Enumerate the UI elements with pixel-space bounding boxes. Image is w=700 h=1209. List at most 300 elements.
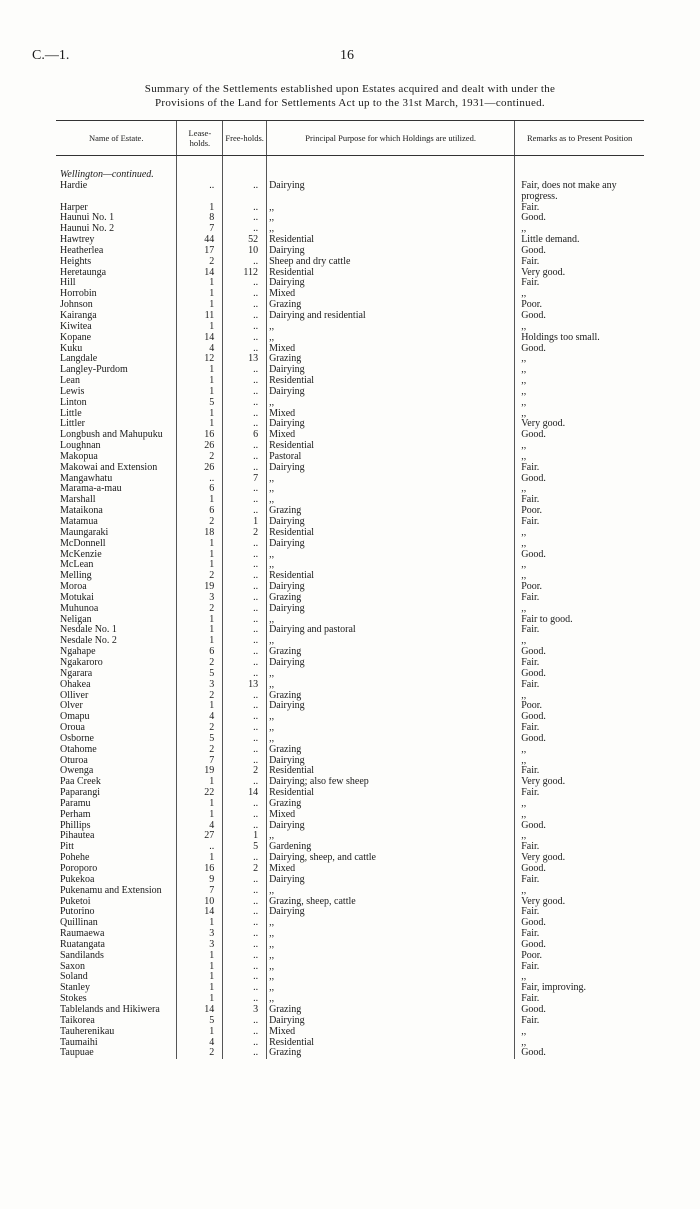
leaseholds-cell: 44 bbox=[177, 235, 223, 246]
table-row bbox=[56, 994, 644, 1005]
purpose-cell: Dairying bbox=[267, 1016, 515, 1027]
purpose-cell: Residential bbox=[267, 788, 515, 799]
table-row bbox=[56, 821, 644, 832]
purpose-cell: Dairying; also few sheep bbox=[267, 777, 515, 788]
remarks-cell: Good. bbox=[515, 1005, 644, 1016]
leaseholds-cell: 16 bbox=[177, 864, 223, 875]
purpose-cell: Residential bbox=[267, 235, 515, 246]
table-row bbox=[56, 831, 644, 842]
estate-name-cell: Taumaihi bbox=[60, 1037, 98, 1048]
table-row bbox=[56, 268, 644, 279]
remarks-cell: Poor. bbox=[515, 506, 644, 517]
table-row bbox=[56, 224, 644, 235]
purpose-cell: Dairying bbox=[267, 181, 515, 192]
remarks-cell: Fair. bbox=[515, 788, 644, 799]
remarks-cell: ,, bbox=[515, 322, 644, 333]
remarks-cell: Fair. bbox=[515, 463, 644, 474]
estate-name-cell: Littler bbox=[60, 419, 85, 430]
table-row bbox=[56, 636, 644, 647]
freeholds-cell: .. bbox=[223, 441, 267, 452]
remarks-cell: Good. bbox=[515, 918, 644, 929]
purpose-cell: ,, bbox=[267, 398, 515, 409]
remarks-cell: Fair. bbox=[515, 517, 644, 528]
remarks-cell: ,, bbox=[515, 745, 644, 756]
leaseholds-cell: 1 bbox=[177, 278, 223, 289]
estate-name-cell: Sandilands bbox=[60, 950, 104, 961]
remarks-cell: Fair, does not make any bbox=[515, 181, 644, 192]
remarks-cell: Poor. bbox=[515, 951, 644, 962]
freeholds-cell: .. bbox=[223, 452, 267, 463]
remarks-cell: ,, bbox=[515, 972, 644, 983]
table-row bbox=[56, 615, 644, 626]
table-row bbox=[56, 940, 644, 951]
table-row bbox=[56, 311, 644, 322]
remarks-cell: ,, bbox=[515, 560, 644, 571]
remarks-cell: ,, bbox=[515, 398, 644, 409]
freeholds-cell: .. bbox=[223, 365, 267, 376]
purpose-cell: ,, bbox=[267, 213, 515, 224]
purpose-cell: Dairying bbox=[267, 821, 515, 832]
header-purpose: Principal Purpose for which Holdings are utilized. bbox=[267, 121, 515, 156]
estate-name-cell: Oroua bbox=[60, 723, 85, 734]
estate-name-cell: Omapu bbox=[60, 712, 90, 723]
freeholds-cell: 14 bbox=[223, 788, 267, 799]
leaseholds-cell: .. bbox=[177, 181, 223, 192]
table-row bbox=[56, 463, 644, 474]
leaseholds-cell: 18 bbox=[177, 528, 223, 539]
table-row bbox=[56, 376, 644, 387]
table-row bbox=[56, 951, 644, 962]
remarks-cell: Good. bbox=[515, 430, 644, 441]
remarks-cell: Good. bbox=[515, 1048, 644, 1059]
estate-name-cell: Marshall bbox=[60, 495, 96, 506]
leaseholds-cell: 14 bbox=[177, 907, 223, 918]
purpose-cell: Dairying bbox=[267, 604, 515, 615]
purpose-cell: Dairying bbox=[267, 907, 515, 918]
leaseholds-cell: 1 bbox=[177, 322, 223, 333]
leaseholds-cell: 2 bbox=[177, 452, 223, 463]
estate-name-cell: Paparangi bbox=[60, 788, 100, 799]
remarks-cell: Good. bbox=[515, 474, 644, 485]
table-row bbox=[56, 409, 644, 420]
purpose-cell: ,, bbox=[267, 831, 515, 842]
purpose-cell: Grazing bbox=[267, 300, 515, 311]
freeholds-cell: .. bbox=[223, 213, 267, 224]
estate-name-cell: Makowai and Extension bbox=[60, 462, 158, 473]
leaseholds-cell: 5 bbox=[177, 669, 223, 680]
table-row bbox=[56, 658, 644, 669]
freeholds-cell: 5 bbox=[223, 842, 267, 853]
estate-name-cell: Taupuae bbox=[60, 1048, 94, 1059]
table-row bbox=[56, 691, 644, 702]
freeholds-cell: .. bbox=[223, 1027, 267, 1038]
table-row bbox=[56, 560, 644, 571]
remarks-cell: Fair. bbox=[515, 658, 644, 669]
remarks-cell: progress. bbox=[515, 192, 644, 203]
leaseholds-cell: 3 bbox=[177, 593, 223, 604]
freeholds-cell: .. bbox=[223, 484, 267, 495]
freeholds-cell: .. bbox=[223, 1038, 267, 1049]
purpose-cell: Grazing bbox=[267, 799, 515, 810]
remarks-cell: Fair. bbox=[515, 907, 644, 918]
purpose-cell: Dairying and pastoral bbox=[267, 625, 515, 636]
estate-name-cell: Owenga bbox=[60, 766, 94, 777]
freeholds-cell: .. bbox=[223, 604, 267, 615]
leaseholds-cell: 1 bbox=[177, 387, 223, 398]
purpose-cell: Pastoral bbox=[267, 452, 515, 463]
estate-name-cell: Hill bbox=[60, 278, 76, 289]
remarks-cell: ,, bbox=[515, 484, 644, 495]
remarks-cell: Fair. bbox=[515, 842, 644, 853]
purpose-cell: ,, bbox=[267, 322, 515, 333]
leaseholds-cell: 1 bbox=[177, 365, 223, 376]
purpose-cell: Grazing bbox=[267, 691, 515, 702]
purpose-cell: ,, bbox=[267, 918, 515, 929]
estate-name-cell: Moroa bbox=[60, 582, 87, 593]
purpose-cell: Gardening bbox=[267, 842, 515, 853]
leaseholds-cell: 1 bbox=[177, 918, 223, 929]
leaseholds-cell: 3 bbox=[177, 929, 223, 940]
leaseholds-cell: 2 bbox=[177, 1048, 223, 1059]
purpose-cell: Dairying bbox=[267, 278, 515, 289]
purpose-cell: Dairying bbox=[267, 658, 515, 669]
leaseholds-cell: 2 bbox=[177, 257, 223, 268]
estate-name-cell: Johnson bbox=[60, 300, 93, 311]
table-row bbox=[56, 1016, 644, 1027]
leaseholds-cell: 4 bbox=[177, 712, 223, 723]
freeholds-cell: .. bbox=[223, 647, 267, 658]
freeholds-cell: 13 bbox=[223, 354, 267, 365]
remarks-cell: ,, bbox=[515, 799, 644, 810]
freeholds-cell: .. bbox=[223, 387, 267, 398]
purpose-cell: Dairying bbox=[267, 875, 515, 886]
purpose-cell: ,, bbox=[267, 723, 515, 734]
estate-name-cell: Kuku bbox=[60, 343, 83, 354]
table-row bbox=[56, 419, 644, 430]
purpose-cell: ,, bbox=[267, 550, 515, 561]
spacer-row bbox=[56, 156, 644, 171]
purpose-cell: Residential bbox=[267, 376, 515, 387]
remarks-cell: ,, bbox=[515, 387, 644, 398]
purpose-cell: Sheep and dry cattle bbox=[267, 257, 515, 268]
leaseholds-cell: 1 bbox=[177, 636, 223, 647]
leaseholds-cell: 26 bbox=[177, 441, 223, 452]
purpose-cell bbox=[267, 192, 515, 203]
table-row bbox=[56, 506, 644, 517]
freeholds-cell: 3 bbox=[223, 1005, 267, 1016]
purpose-cell: Dairying bbox=[267, 517, 515, 528]
estate-name-cell: Ngarara bbox=[60, 668, 93, 679]
leaseholds-cell bbox=[177, 192, 223, 203]
freeholds-cell: .. bbox=[223, 257, 267, 268]
purpose-cell: ,, bbox=[267, 484, 515, 495]
table-row bbox=[56, 430, 644, 441]
remarks-cell: Good. bbox=[515, 344, 644, 355]
estate-name-cell: Harper bbox=[60, 202, 88, 213]
leaseholds-cell: 1 bbox=[177, 203, 223, 214]
freeholds-cell: .. bbox=[223, 463, 267, 474]
estate-name-cell: Ngakaroro bbox=[60, 657, 103, 668]
freeholds-cell: .. bbox=[223, 636, 267, 647]
leaseholds-cell: 1 bbox=[177, 983, 223, 994]
leaseholds-cell: 1 bbox=[177, 994, 223, 1005]
remarks-cell: ,, bbox=[515, 886, 644, 897]
freeholds-cell: .. bbox=[223, 907, 267, 918]
purpose-cell: Dairying and residential bbox=[267, 311, 515, 322]
freeholds-cell: .. bbox=[223, 745, 267, 756]
leaseholds-cell: 3 bbox=[177, 680, 223, 691]
remarks-cell: ,, bbox=[515, 289, 644, 300]
estate-name-cell: Loughnan bbox=[60, 441, 101, 452]
table-row bbox=[56, 474, 644, 485]
table-row bbox=[56, 593, 644, 604]
estate-name-cell: Lean bbox=[60, 376, 80, 387]
freeholds-cell: .. bbox=[223, 181, 267, 192]
estate-name-cell bbox=[56, 192, 177, 203]
purpose-cell: Residential bbox=[267, 528, 515, 539]
freeholds-cell: .. bbox=[223, 506, 267, 517]
table-row bbox=[56, 333, 644, 344]
table-row bbox=[56, 257, 644, 268]
leaseholds-cell: 7 bbox=[177, 224, 223, 235]
estate-name-cell: Maungaraki bbox=[60, 527, 109, 538]
freeholds-cell: .. bbox=[223, 712, 267, 723]
leaseholds-cell: 2 bbox=[177, 658, 223, 669]
estate-name-cell: Hardie bbox=[60, 180, 88, 191]
remarks-cell: Fair. bbox=[515, 680, 644, 691]
purpose-cell: Dairying bbox=[267, 756, 515, 767]
estate-name-cell: Tablelands and Hikiwera bbox=[60, 1004, 160, 1015]
table-row bbox=[56, 452, 644, 463]
table-row bbox=[56, 745, 644, 756]
table-row bbox=[56, 604, 644, 615]
purpose-cell: Dairying bbox=[267, 419, 515, 430]
purpose-cell: Dairying bbox=[267, 701, 515, 712]
table-row bbox=[56, 582, 644, 593]
estate-name-cell: Ngahape bbox=[60, 647, 96, 658]
freeholds-cell: 10 bbox=[223, 246, 267, 257]
freeholds-cell: .. bbox=[223, 550, 267, 561]
remarks-cell: Good. bbox=[515, 940, 644, 951]
table-row bbox=[56, 495, 644, 506]
estate-name-cell: Quillinan bbox=[60, 918, 98, 929]
purpose-cell: Dairying bbox=[267, 246, 515, 257]
freeholds-cell: .. bbox=[223, 615, 267, 626]
estate-name-cell: Haunui No. 2 bbox=[60, 224, 115, 235]
leaseholds-cell: 3 bbox=[177, 940, 223, 951]
estate-name-cell: McDonnell bbox=[60, 538, 106, 549]
table-row bbox=[56, 550, 644, 561]
estate-name-cell: Horrobin bbox=[60, 289, 97, 300]
freeholds-cell: .. bbox=[223, 962, 267, 973]
remarks-cell: ,, bbox=[515, 1027, 644, 1038]
header-remarks: Remarks as to Present Position bbox=[515, 121, 644, 156]
estate-name-cell: Pitt bbox=[60, 842, 74, 853]
table-row bbox=[56, 354, 644, 365]
leaseholds-cell: .. bbox=[177, 474, 223, 485]
leaseholds-cell: 1 bbox=[177, 550, 223, 561]
remarks-cell: Good. bbox=[515, 246, 644, 257]
table-row bbox=[56, 680, 644, 691]
remarks-cell: ,, bbox=[515, 365, 644, 376]
freeholds-cell: .. bbox=[223, 203, 267, 214]
leaseholds-cell: 27 bbox=[177, 831, 223, 842]
freeholds-cell: .. bbox=[223, 300, 267, 311]
freeholds-cell: .. bbox=[223, 756, 267, 767]
estate-name-cell: Olliver bbox=[60, 690, 89, 701]
leaseholds-cell: 1 bbox=[177, 1027, 223, 1038]
remarks-cell: Very good. bbox=[515, 419, 644, 430]
purpose-cell: ,, bbox=[267, 734, 515, 745]
purpose-cell: ,, bbox=[267, 940, 515, 951]
purpose-cell: ,, bbox=[267, 495, 515, 506]
freeholds-cell: .. bbox=[223, 701, 267, 712]
remarks-cell: Fair. bbox=[515, 994, 644, 1005]
leaseholds-cell: 1 bbox=[177, 810, 223, 821]
title-line-1: Summary of the Settlements established upon Estates acquired and dealt with under the bbox=[144, 83, 556, 95]
purpose-cell: ,, bbox=[267, 972, 515, 983]
leaseholds-cell: 5 bbox=[177, 734, 223, 745]
leaseholds-cell: 5 bbox=[177, 1016, 223, 1027]
freeholds-cell: .. bbox=[223, 560, 267, 571]
purpose-cell: Grazing bbox=[267, 745, 515, 756]
table-row bbox=[56, 1048, 644, 1059]
estate-name-cell: Taikorea bbox=[60, 1015, 95, 1026]
region-label: Wellington—continued. bbox=[60, 170, 154, 180]
estate-name-cell: Melling bbox=[60, 571, 92, 582]
page-reference: C.—1. bbox=[32, 48, 70, 63]
page-number: 16 bbox=[340, 48, 354, 63]
table-row bbox=[56, 712, 644, 723]
estate-name-cell: Marama-a-mau bbox=[60, 484, 122, 495]
purpose-cell: ,, bbox=[267, 994, 515, 1005]
table-row bbox=[56, 235, 644, 246]
remarks-cell: Fair. bbox=[515, 203, 644, 214]
estate-name-cell: Langdale bbox=[60, 354, 98, 365]
purpose-cell: ,, bbox=[267, 203, 515, 214]
estate-name-cell: Puketoi bbox=[60, 896, 91, 907]
leaseholds-cell: 1 bbox=[177, 777, 223, 788]
leaseholds-cell: 16 bbox=[177, 430, 223, 441]
freeholds-cell: .. bbox=[223, 897, 267, 908]
leaseholds-cell: 1 bbox=[177, 419, 223, 430]
estate-name-cell: Tauherenikau bbox=[60, 1026, 115, 1037]
leaseholds-cell: 2 bbox=[177, 723, 223, 734]
table-row bbox=[56, 300, 644, 311]
leaseholds-cell: 4 bbox=[177, 344, 223, 355]
purpose-cell: Dairying, sheep, and cattle bbox=[267, 853, 515, 864]
purpose-cell: Grazing bbox=[267, 1005, 515, 1016]
table-row bbox=[56, 788, 644, 799]
leaseholds-cell: 7 bbox=[177, 756, 223, 767]
purpose-cell: Residential bbox=[267, 268, 515, 279]
estate-name-cell: Mangawhatu bbox=[60, 473, 113, 484]
estate-name-cell: Heretaunga bbox=[60, 267, 107, 278]
leaseholds-cell: 2 bbox=[177, 604, 223, 615]
freeholds-cell bbox=[223, 192, 267, 203]
estate-name-cell: Haunui No. 1 bbox=[60, 213, 115, 224]
table-row bbox=[56, 853, 644, 864]
table-row bbox=[56, 344, 644, 355]
freeholds-cell: .. bbox=[223, 311, 267, 322]
table-row bbox=[56, 181, 644, 192]
estate-name-cell: Stanley bbox=[60, 983, 90, 994]
freeholds-cell: .. bbox=[223, 495, 267, 506]
table-row bbox=[56, 1038, 644, 1049]
purpose-cell: ,, bbox=[267, 669, 515, 680]
purpose-cell: ,, bbox=[267, 712, 515, 723]
purpose-cell: Mixed bbox=[267, 289, 515, 300]
estate-name-cell: Mataikona bbox=[60, 506, 103, 517]
estate-name-cell: Nesdale No. 2 bbox=[60, 636, 117, 647]
purpose-cell: Grazing, sheep, cattle bbox=[267, 897, 515, 908]
freeholds-cell: .. bbox=[223, 593, 267, 604]
purpose-cell: ,, bbox=[267, 224, 515, 235]
freeholds-cell: .. bbox=[223, 972, 267, 983]
freeholds-cell: .. bbox=[223, 1048, 267, 1059]
remarks-cell: ,, bbox=[515, 756, 644, 767]
freeholds-cell: 1 bbox=[223, 517, 267, 528]
purpose-cell: ,, bbox=[267, 680, 515, 691]
table-row bbox=[56, 387, 644, 398]
estate-name-cell: Ruatangata bbox=[60, 939, 105, 950]
remarks-cell: ,, bbox=[515, 831, 644, 842]
remarks-cell: Poor. bbox=[515, 300, 644, 311]
purpose-cell: Grazing bbox=[267, 354, 515, 365]
remarks-cell: ,, bbox=[515, 452, 644, 463]
freeholds-cell: .. bbox=[223, 419, 267, 430]
remarks-cell: ,, bbox=[515, 636, 644, 647]
remarks-cell: ,, bbox=[515, 691, 644, 702]
estate-name-cell: Makopua bbox=[60, 451, 98, 462]
remarks-cell: Fair. bbox=[515, 723, 644, 734]
freeholds-cell: .. bbox=[223, 994, 267, 1005]
remarks-cell: Little demand. bbox=[515, 235, 644, 246]
table-row bbox=[56, 766, 644, 777]
remarks-cell: Very good. bbox=[515, 268, 644, 279]
table-row bbox=[56, 756, 644, 767]
leaseholds-cell: 22 bbox=[177, 788, 223, 799]
estate-name-cell: Pihautea bbox=[60, 831, 95, 842]
purpose-cell: ,, bbox=[267, 474, 515, 485]
purpose-cell: Mixed bbox=[267, 1027, 515, 1038]
purpose-cell: Dairying bbox=[267, 582, 515, 593]
freeholds-cell: .. bbox=[223, 322, 267, 333]
estate-name-cell: Olver bbox=[60, 701, 83, 712]
estate-name-cell: Otahome bbox=[60, 744, 97, 755]
table-row bbox=[56, 875, 644, 886]
purpose-cell: ,, bbox=[267, 636, 515, 647]
table-row bbox=[56, 484, 644, 495]
table-row bbox=[56, 278, 644, 289]
purpose-cell: Mixed bbox=[267, 344, 515, 355]
purpose-cell: ,, bbox=[267, 951, 515, 962]
table-row bbox=[56, 203, 644, 214]
table-row bbox=[56, 864, 644, 875]
region-row bbox=[56, 170, 644, 181]
freeholds-cell: .. bbox=[223, 853, 267, 864]
table-row bbox=[56, 918, 644, 929]
title-line-2: Provisions of the Land for Settlements Act up to the 31st March, 1931—continued. bbox=[154, 97, 545, 109]
estate-name-cell: Langley-Purdom bbox=[60, 365, 128, 376]
table-row bbox=[56, 886, 644, 897]
remarks-cell: Poor. bbox=[515, 701, 644, 712]
leaseholds-cell: 1 bbox=[177, 951, 223, 962]
leaseholds-cell: 7 bbox=[177, 886, 223, 897]
leaseholds-cell: 4 bbox=[177, 821, 223, 832]
purpose-cell: Residential bbox=[267, 766, 515, 777]
purpose-cell: ,, bbox=[267, 886, 515, 897]
